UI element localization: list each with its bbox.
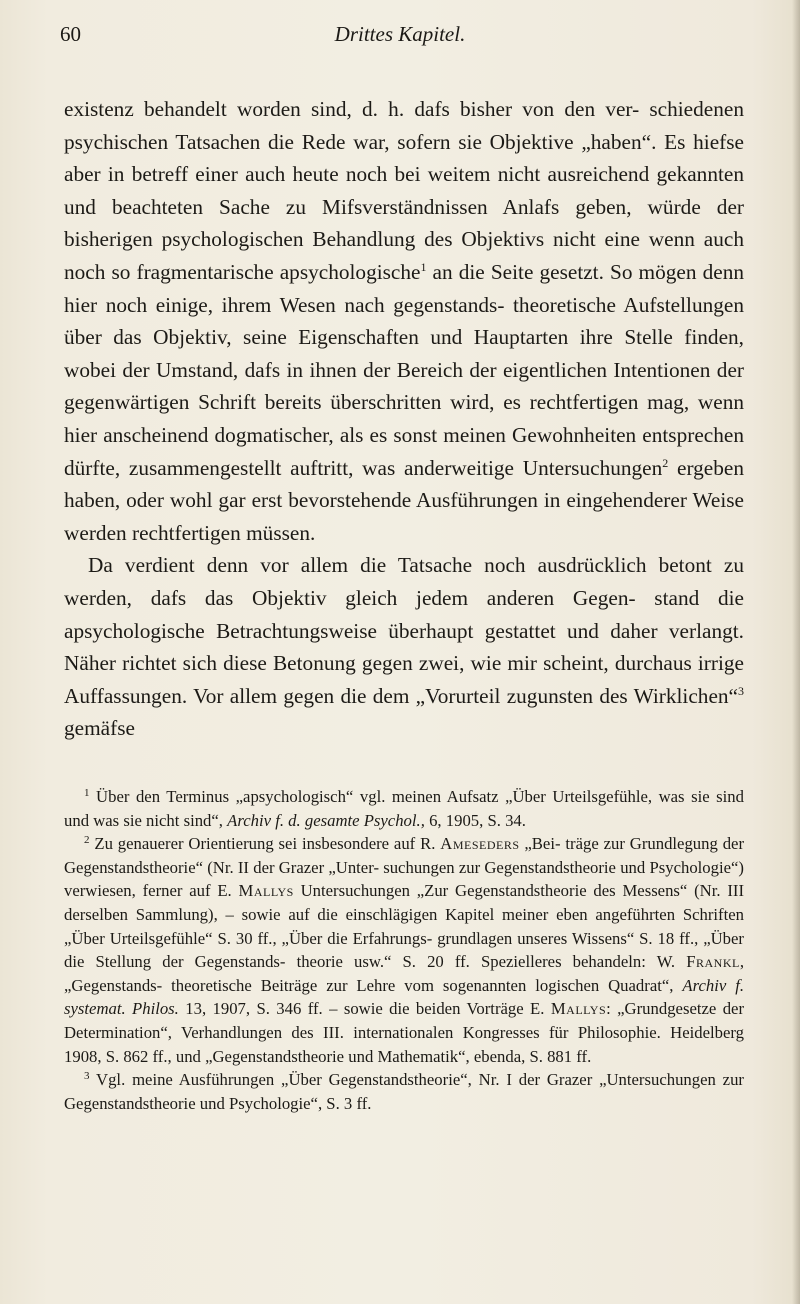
- footnote-2-author-mally-2: Mallys: [550, 999, 607, 1019]
- paragraph-1-part-c: ergeben haben, oder wohl gar erst bevorstehende Ausführungen in eingehenderer Weise werden rechtfertigen müssen.: [64, 455, 745, 545]
- footnote-2-text-a: Zu genauerer Orientierung sei insbesondere auf R.: [94, 834, 441, 854]
- footnote-3-text: Vgl. meine Ausführungen „Über Gegenstandstheorie“, Nr. I der Grazer „Untersuchungen zur Gegenstandstheorie und Psychologie“, S. 3 ff.: [64, 1070, 744, 1113]
- paragraph-2-part-a: Da verdient denn vor allem die Tatsache noch ausdrücklich betont zu werden, dafs das Objektiv gleich jedem anderen Gegen- stand die apsychologische Betrachtungsweise überhaupt gestattet und daher verlangt. Näher richtet sich diese Betonung gegen zwei, wie mir scheint, durchaus irrige Auffassungen. Vor allem gegen die dem „Vorurteil zugunsten des Wirklichen“: [64, 553, 744, 708]
- footnote-2-text-e: 13, 1907, S. 346 ff. – sowie die beiden Vorträge E.: [178, 999, 551, 1019]
- footnote-1-mark: 1: [84, 787, 90, 799]
- footnote-2-author-mally: Mallys: [238, 881, 294, 901]
- page-header: [60, 22, 740, 52]
- footnote-2-text-c: Untersuchungen „Zur Gegenstandstheorie des Messens“ (Nr. III derselben Sammlung), – sowie auf die einschlägigen Kapitel meiner eben angeführten Schriften „Über Urteilsgefühle“ S. 30 ff., „Über die Erfahrungs- grundlagen unseres Wissens“ S. 18 ff., „Über die Stellung der Gegenstands- theorie usw.“ S. 20 ff. Spezielleres behandeln: W.: [64, 881, 744, 972]
- paragraph-2: [64, 549, 744, 745]
- footnote-ref-3: 3: [738, 683, 744, 698]
- paragraph-2-part-b: gemäfse: [64, 716, 135, 741]
- footnote-2-text-d: , „Gegenstands- theoretische Beiträge zur Lehre vom sogenannten logischen Quadrat“,: [64, 952, 744, 995]
- footnote-2: [64, 832, 744, 1068]
- footnote-2-text-f: : „Grundgesetze der Determination“, Verhandlungen des III. internationalen Kongresses für Philosophie. Heidelberg 1908, S. 862 ff., und „Gegenstandstheorie und Mathematik“, ebenda, S. 881 ff.: [64, 999, 745, 1066]
- footnote-1: [64, 785, 744, 832]
- footnotes: [64, 785, 744, 1115]
- main-text: [64, 93, 744, 745]
- paragraph-1-part-a: existenz behandelt worden sind, d. h. dafs bisher von den ver- schiedenen psychischen Tatsachen die Rede war, sofern sie Objektive „haben“. Es hiefse aber in betreff einer auch heute noch bei weitem nicht ausreichend gekannten und beachteten Sache zu Mifsverständnissen Anlafs geben, würde der bisherigen psychologischen Behandlung des Objektivs nicht eine wenn auch noch so fragmentarische apsychologische: [64, 97, 744, 284]
- footnote-2-author-ameseder: Ameseders: [440, 834, 520, 854]
- footnote-2-mark: 2: [84, 834, 90, 847]
- footnote-2-text-b: „Bei- träge zur Grundlegung der Gegenstandstheorie“ (Nr. II der Grazer „Unter- suchungen zur Gegenstandstheorie und Psychologie“) verwiesen, ferner auf E.: [64, 834, 745, 901]
- footnote-3: [64, 1068, 744, 1115]
- footnote-ref-2: 2: [662, 455, 669, 470]
- footnote-1-text-b: 6, 1905, S. 34.: [424, 810, 526, 830]
- paragraph-1-part-b: an die Seite gesetzt. So mögen denn hier noch einige, ihrem Wesen nach gegenstands- theoretische Aufstellungen über das Objektiv, seine Eigenschaften und Hauptarten ihre Stelle finden, wobei der Umstand, dafs in ihnen der Bereich der eigentlichen Intentionen der gegenwärtigen Schrift bereits überschritten wird, es rechtfertigen mag, wenn hier anscheinend dogmatischer, als es sonst meinen Gewohnheiten entsprechen dürfte, zusammengestellt auftritt, was anderweitige Untersuchungen: [64, 259, 744, 480]
- page-edge-shadow: [792, 0, 800, 1304]
- footnote-1-source: Archiv f. d. gesamte Psychol.,: [227, 810, 425, 830]
- page-number: 60: [60, 22, 81, 46]
- footnote-2-source: Archiv f. systemat. Philos.: [64, 975, 744, 1019]
- paragraph-1: [64, 93, 744, 549]
- footnote-1-text-a: Über den Terminus „apsychologisch“ vgl. meinen Aufsatz „Über Urteilsgefühle, was sie sind und was sie nicht sind“,: [64, 787, 744, 830]
- footnote-2-author-frankl: Frankl: [686, 952, 740, 972]
- footnote-3-mark: 3: [84, 1070, 90, 1083]
- running-head: Drittes Kapitel.: [334, 22, 466, 46]
- footnote-ref-1: 1: [420, 259, 427, 274]
